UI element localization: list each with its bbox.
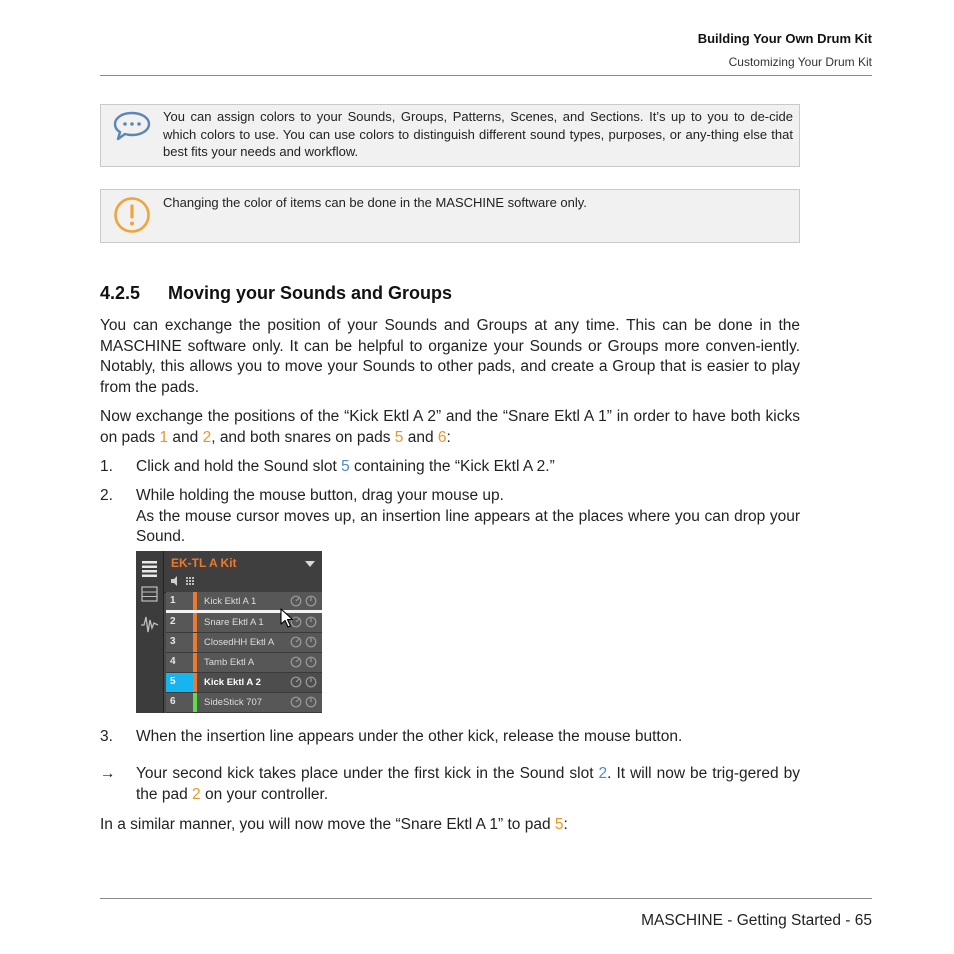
- grid-icon[interactable]: [186, 577, 194, 585]
- header-rule: [100, 75, 872, 76]
- slot-color-bar: [193, 633, 197, 652]
- step-1-text-a: Click and hold the Sound slot: [136, 458, 342, 475]
- pad-6-link[interactable]: 6: [437, 428, 447, 446]
- step-2-line-1: While holding the mouse button, drag your mouse up.: [136, 487, 504, 504]
- slot-label: ClosedHH Ektl A: [204, 637, 275, 648]
- volume-knob-icon[interactable]: [291, 697, 301, 707]
- exchange-text-b: , and both snares on pads: [211, 428, 395, 446]
- volume-knob-icon[interactable]: [291, 596, 301, 606]
- power-icon[interactable]: [306, 617, 316, 627]
- power-icon[interactable]: [306, 657, 316, 667]
- similar-paragraph: [100, 815, 800, 836]
- result-text-b: . It will now be trig-gered by the pad: [136, 765, 800, 803]
- exchange-and-1: and: [168, 428, 203, 446]
- pad-5-link[interactable]: 5: [554, 816, 564, 833]
- step-1-text: [136, 457, 800, 478]
- slot-color-bar: [193, 592, 197, 611]
- slot-label: Kick Ektl A 1: [204, 596, 257, 607]
- pad-2-link[interactable]: 2: [192, 785, 201, 803]
- slot-label: Kick Ektl A 2: [204, 677, 261, 688]
- sound-slot-row[interactable]: [166, 693, 322, 713]
- page-footer: MASCHINE - Getting Started - 65: [641, 912, 872, 929]
- result-text-c: on your controller.: [200, 785, 329, 803]
- step-3-text: When the insertion line appears under the other kick, release the mouse button.: [136, 728, 683, 745]
- sound-slot-5-link[interactable]: 5: [341, 458, 350, 475]
- section-number: 4.2.5: [100, 283, 141, 303]
- volume-knob-icon[interactable]: [291, 657, 301, 667]
- slot-color-bar: [193, 613, 197, 632]
- slot-number: 2: [170, 616, 176, 627]
- list-view-icon[interactable]: [142, 561, 157, 577]
- slot-number: 6: [170, 696, 176, 707]
- slot-number: 5: [170, 676, 176, 687]
- tip-note-text: You can assign colors to your Sounds, Groups, Patterns, Scenes, and Sections. It’s up to you to de-cide which colors to use. You can use colors to distinguish different sound types, purposes, or any-thing else that best fits your needs and workflow.: [163, 109, 793, 159]
- exchange-and-2: and: [403, 428, 438, 446]
- volume-knob-icon[interactable]: [291, 677, 301, 687]
- pattern-view-icon[interactable]: [142, 587, 157, 601]
- slot-color-bar: [193, 673, 197, 692]
- power-icon[interactable]: [306, 637, 316, 647]
- slot-label: Tamb Ektl A: [204, 657, 255, 668]
- section-title-text: Moving your Sounds and Groups: [168, 283, 453, 303]
- slot-label: SideStick 707: [204, 697, 263, 708]
- kit-header: [164, 551, 322, 593]
- similar-text-b: :: [563, 816, 568, 833]
- pad-1-link[interactable]: 1: [159, 428, 169, 446]
- section-subtitle: Customizing Your Drum Kit: [728, 55, 872, 69]
- step-2-number: 2.: [100, 487, 113, 504]
- intro-paragraph: You can exchange the position of your Sounds and Groups at any time. This can be done in the MASCHINE software only. It can be helpful to organize your Sounds or Groups more conven-iently. Notably, this allows you to move your Sounds to other pads, and create a Group that is easier to play from the pads.: [100, 317, 800, 396]
- sound-list-screenshot: [136, 551, 322, 713]
- slot-label: Snare Ektl A 1: [204, 617, 264, 628]
- result-text: [136, 764, 800, 805]
- step-1-number: 1.: [100, 458, 113, 475]
- exchange-paragraph: [100, 407, 800, 448]
- pad-5-link[interactable]: 5: [394, 428, 404, 446]
- chevron-down-icon[interactable]: [304, 560, 316, 568]
- result-arrow: →: [100, 765, 116, 782]
- warning-note: [100, 189, 800, 243]
- kit-name[interactable]: EK-TL A Kit: [171, 556, 237, 570]
- slot-color-bar: [193, 693, 197, 712]
- exchange-text-a: Now exchange the positions of the “Kick Ektl A 2” and the “Snare Ektl A 1” in order to have both kicks on pads: [100, 408, 800, 446]
- similar-text-a: In a similar manner, you will now move the “Snare Ektl A 1” to pad: [100, 816, 555, 833]
- screenshot-sidebar: [136, 551, 164, 713]
- mouse-cursor-icon: [280, 608, 296, 630]
- power-icon[interactable]: [306, 596, 316, 606]
- sound-slot-row[interactable]: [166, 613, 322, 633]
- speech-bubble-icon: [113, 111, 151, 146]
- waveform-icon[interactable]: [141, 617, 158, 632]
- speaker-icon[interactable]: [171, 576, 177, 586]
- power-icon[interactable]: [306, 677, 316, 687]
- warning-note-text: Changing the color of items can be done in the MASCHINE software only.: [163, 195, 587, 210]
- sound-slot-row[interactable]: [166, 592, 322, 612]
- slot-color-bar: [193, 653, 197, 672]
- power-icon[interactable]: [306, 697, 316, 707]
- step-1-text-b: containing the “Kick Ektl A 2.”: [349, 458, 555, 475]
- footer-rule: [100, 898, 872, 899]
- step-2-line-2: As the mouse cursor moves up, an insertion line appears at the places where you can drop your Sound.: [136, 507, 800, 545]
- chapter-title: Building Your Own Drum Kit: [697, 31, 872, 46]
- warning-icon: [113, 196, 151, 239]
- slot-number: 4: [170, 656, 176, 667]
- sound-slot-row[interactable]: [166, 633, 322, 653]
- pad-2-link[interactable]: 2: [202, 428, 212, 446]
- slot-number: 1: [170, 595, 176, 606]
- exchange-colon: :: [446, 428, 451, 446]
- step-3-number: 3.: [100, 728, 113, 745]
- volume-knob-icon[interactable]: [291, 637, 301, 647]
- sound-slot-row-selected[interactable]: [166, 673, 322, 693]
- sound-slot-row[interactable]: [166, 653, 322, 673]
- section-heading: [100, 283, 452, 304]
- tip-note: [100, 104, 800, 167]
- sound-slot-2-link[interactable]: 2: [598, 765, 608, 782]
- step-2-text: [136, 486, 800, 548]
- result-text-a: Your second kick takes place under the first kick in the Sound slot: [136, 765, 599, 782]
- slot-number: 3: [170, 636, 176, 647]
